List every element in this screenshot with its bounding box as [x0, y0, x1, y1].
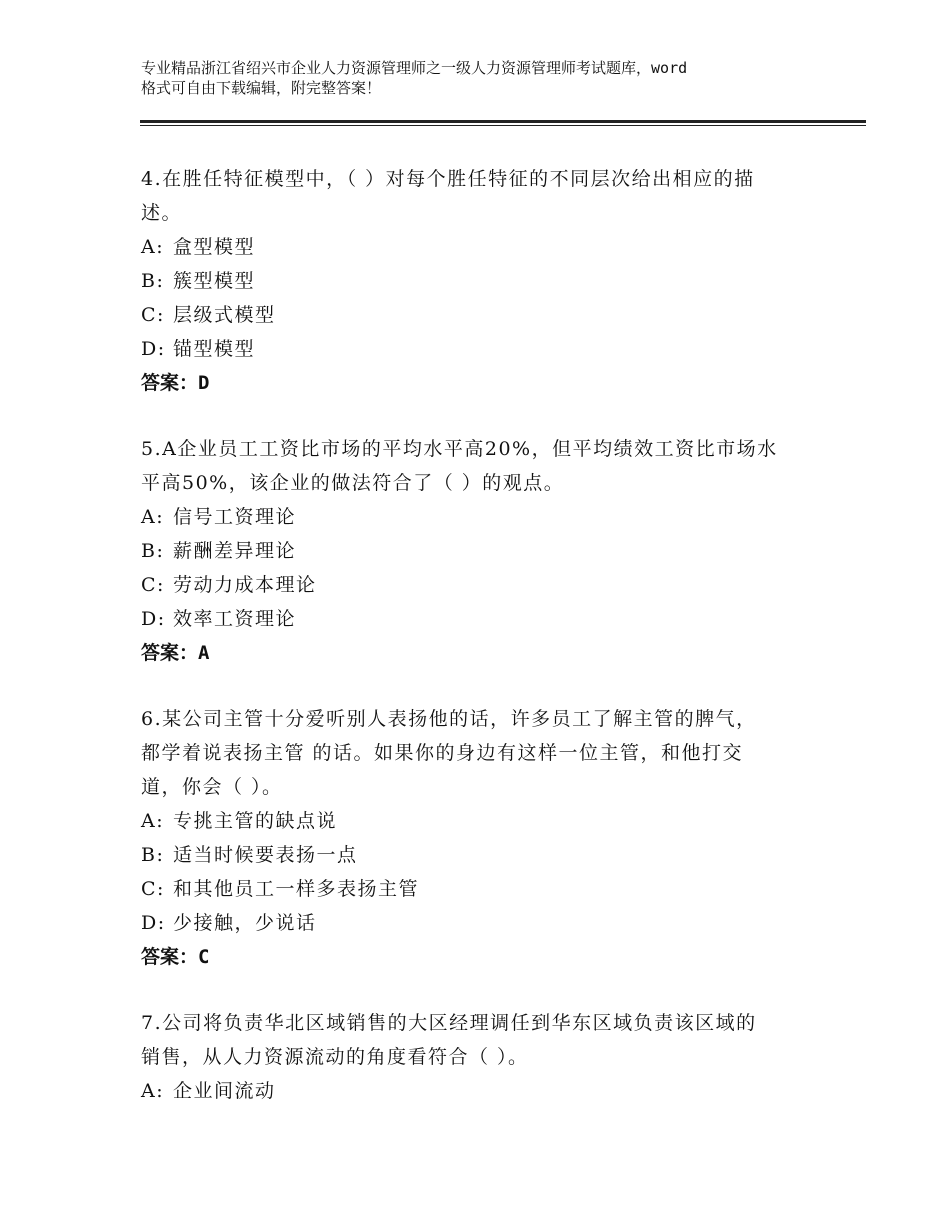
answer-line: 答案：D — [141, 372, 210, 394]
option-text: 信号工资理论 — [173, 506, 297, 528]
stem-line: 5.A企业员工工资比市场的平均水平高20%，但平均绩效工资比市场水 — [141, 438, 778, 460]
question-5 — [141, 432, 841, 670]
stem-line: 平高50%，该企业的做法符合了（ ）的观点。 — [141, 472, 565, 494]
option-letter: A: — [141, 1080, 165, 1102]
option-text: 盒型模型 — [173, 236, 256, 258]
option-text: 劳动力成本理论 — [173, 574, 317, 596]
stem-line: 述。 — [141, 202, 183, 224]
option-a — [141, 230, 841, 264]
option-b — [141, 264, 841, 298]
option-text: 适当时候要表扬一点 — [173, 844, 358, 866]
option-text: 锚型模型 — [173, 338, 256, 360]
option-letter: B: — [141, 540, 165, 562]
option-d — [141, 602, 841, 636]
option-letter: A: — [141, 506, 165, 528]
option-text: 簇型模型 — [173, 270, 256, 292]
header-line-1: 专业精品浙江省绍兴市企业人力资源管理师之一级人力资源管理师考试题库，word — [141, 59, 688, 77]
question-list — [141, 162, 841, 1140]
option-letter: A: — [141, 236, 165, 258]
option-letter: D: — [141, 608, 166, 630]
option-a — [141, 804, 841, 838]
option-text: 企业间流动 — [173, 1080, 276, 1102]
option-a — [141, 1074, 841, 1108]
option-text: 层级式模型 — [173, 304, 276, 326]
option-letter: B: — [141, 844, 165, 866]
question-6 — [141, 702, 841, 974]
option-text: 薪酬差异理论 — [173, 540, 297, 562]
option-letter: B: — [141, 270, 165, 292]
option-c — [141, 568, 841, 602]
answer-line: 答案：C — [141, 946, 210, 968]
page-header — [141, 58, 841, 98]
stem-line: 7.公司将负责华北区域销售的大区经理调任到华东区域负责该区域的 — [141, 1012, 757, 1034]
stem-line: 6.某公司主管十分爱听别人表扬他的话，许多员工了解主管的脾气， — [141, 708, 757, 730]
option-c — [141, 872, 841, 906]
option-a — [141, 500, 841, 534]
option-text: 效率工资理论 — [173, 608, 297, 630]
option-letter: C: — [141, 574, 165, 596]
question-stem — [141, 1006, 841, 1074]
option-letter: C: — [141, 878, 165, 900]
option-d — [141, 906, 841, 940]
question-stem — [141, 162, 841, 230]
option-letter: C: — [141, 304, 165, 326]
header-line-2: 格式可自由下载编辑，附完整答案！ — [141, 79, 382, 97]
option-b — [141, 534, 841, 568]
question-4 — [141, 162, 841, 400]
header-divider-thin — [140, 125, 866, 126]
question-stem — [141, 702, 841, 804]
stem-line: 道，你会（ ）。 — [141, 776, 283, 798]
header-divider-thick — [140, 120, 866, 123]
question-7 — [141, 1006, 841, 1108]
stem-line: 都学着说表扬主管 的话。如果你的身边有这样一位主管，和他打交 — [141, 742, 744, 764]
option-letter: A: — [141, 810, 165, 832]
option-c — [141, 298, 841, 332]
option-letter: D: — [141, 338, 166, 360]
answer-line: 答案：A — [141, 642, 210, 664]
stem-line: 销售，从人力资源流动的角度看符合（ ）。 — [141, 1046, 529, 1068]
option-text: 专挑主管的缺点说 — [173, 810, 338, 832]
option-text: 和其他员工一样多表扬主管 — [173, 878, 420, 900]
option-d — [141, 332, 841, 366]
option-text: 少接触，少说话 — [173, 912, 317, 934]
question-stem — [141, 432, 841, 500]
option-b — [141, 838, 841, 872]
option-letter: D: — [141, 912, 166, 934]
stem-line: 4.在胜任特征模型中，（ ）对每个胜任特征的不同层次给出相应的描 — [141, 168, 755, 190]
